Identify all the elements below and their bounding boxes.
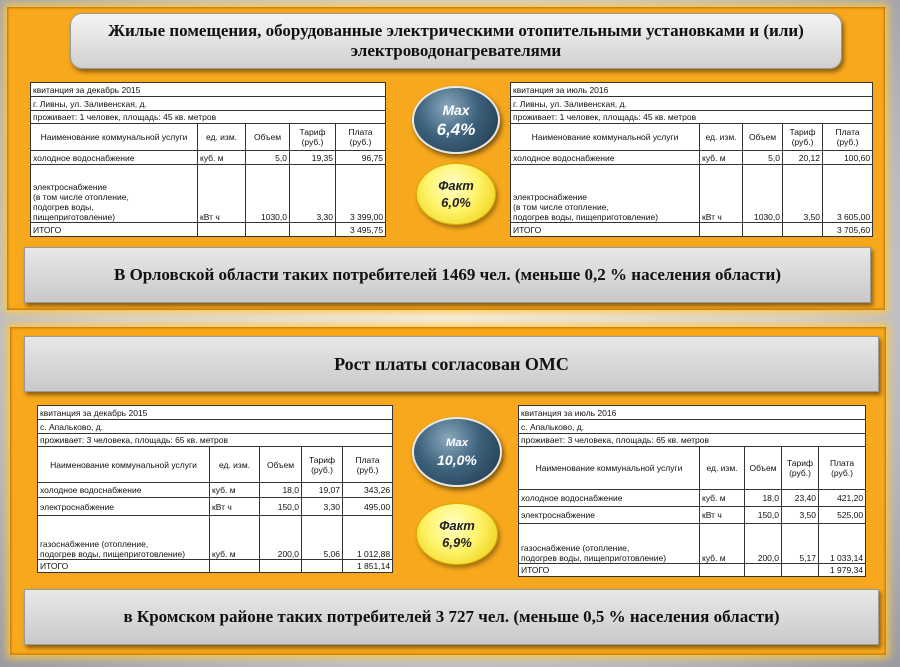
cell-tariff: 3,30 <box>290 165 336 223</box>
table-row <box>31 165 386 223</box>
cell-unit: кВт ч <box>198 165 246 223</box>
total-label: ИТОГО <box>31 223 198 237</box>
total-row <box>31 223 386 237</box>
cell-volume: 150,0 <box>260 498 302 516</box>
cell-payment: 495,00 <box>343 498 393 516</box>
receipt-address: с. Апальково, д. <box>38 420 393 434</box>
page-title: Жилые помещения, оборудованные электрическими отопительными установками и (или) электроводонагревателями <box>70 13 842 69</box>
total-value: 1 851,14 <box>343 560 393 573</box>
cell-tariff: 5,06 <box>302 516 343 560</box>
column-header-service: Наименование коммунальной услуги <box>519 447 700 490</box>
consumers-stat-kromy: в Кромском районе таких потребителей 3 727 чел. (меньше 0,5 % населения области) <box>24 589 879 645</box>
table-row <box>519 490 866 507</box>
column-header-unit: ед. изм. <box>210 447 260 483</box>
receipt-period: квитанция за июль 2016 <box>519 406 866 420</box>
max-value: 10,0% <box>437 452 477 468</box>
column-header-tariff: Тариф (руб.) <box>290 124 336 151</box>
cell-tariff: 20,12 <box>783 151 823 165</box>
total-row <box>38 560 393 573</box>
cell-payment: 343,26 <box>343 483 393 498</box>
cell-payment: 96,75 <box>336 151 386 165</box>
total-label: ИТОГО <box>519 564 700 577</box>
agreement-banner: Рост платы согласован ОМС <box>24 336 879 392</box>
total-label: ИТОГО <box>511 223 700 237</box>
cell-service: электроснабжение <box>519 507 700 524</box>
receipt-residents: проживает: 1 человек, площадь: 45 кв. метров <box>31 111 386 124</box>
cell-service: холодное водоснабжение <box>31 151 198 165</box>
receipt-period: квитанция за декабрь 2015 <box>38 406 393 420</box>
cell-tariff: 19,35 <box>290 151 336 165</box>
cell-tariff: 23,40 <box>782 490 819 507</box>
cell-service: газоснабжение (отопление, подогрев воды, пищеприготовление) <box>519 524 700 564</box>
column-header-tariff: Тариф (руб.) <box>302 447 343 483</box>
cell-payment: 3 605,00 <box>823 165 873 223</box>
max-label: Max <box>445 437 469 449</box>
cell-tariff: 3,50 <box>782 507 819 524</box>
fact-label: Факт <box>438 178 474 193</box>
max-value: 6,4% <box>436 120 476 139</box>
cell-service: холодное водоснабжение <box>519 490 700 507</box>
cell-unit: куб. м <box>210 483 260 498</box>
cell-volume: 5,0 <box>743 151 783 165</box>
consumers-stat-oryol: В Орловской области таких потребителей 1469 чел. (меньше 0,2 % населения области) <box>24 247 871 303</box>
cell-unit: кВт ч <box>700 507 745 524</box>
cell-tariff: 3,30 <box>302 498 343 516</box>
column-header-payment: Плата (руб.) <box>823 124 873 151</box>
cell-volume: 5,0 <box>246 151 290 165</box>
max-label: Max <box>442 102 470 118</box>
cell-volume: 150,0 <box>745 507 782 524</box>
fact-value: 6,0% <box>441 195 471 210</box>
receipt-residents: проживает: 3 человека, площадь: 65 кв. метров <box>38 434 393 447</box>
cell-payment: 1 012,88 <box>343 516 393 560</box>
max-increase-badge <box>412 86 500 154</box>
fact-increase-badge <box>416 163 496 225</box>
cell-volume: 1030,0 <box>246 165 290 223</box>
receipt-address: г. Ливны, ул. Заливенская, д. <box>31 97 386 111</box>
receipt-table-dec-2015-livny <box>30 82 386 237</box>
total-row <box>519 564 866 577</box>
table-row <box>31 151 386 165</box>
receipt-table-dec-2015-apalkovo <box>37 405 393 573</box>
receipt-period: квитанция за декабрь 2015 <box>31 83 386 97</box>
column-header-payment: Плата (руб.) <box>819 447 866 490</box>
max-increase-badge <box>412 417 502 487</box>
column-header-payment: Плата (руб.) <box>336 124 386 151</box>
receipt-residents: проживает: 1 человек, площадь: 45 кв. метров <box>511 111 873 124</box>
total-label: ИТОГО <box>38 560 210 573</box>
cell-payment: 525,00 <box>819 507 866 524</box>
column-header-service: Наименование коммунальной услуги <box>31 124 198 151</box>
total-value: 3 705,60 <box>823 223 873 237</box>
table-row <box>38 483 393 498</box>
cell-unit: куб. м <box>700 524 745 564</box>
cell-tariff: 5,17 <box>782 524 819 564</box>
receipt-address: с. Апальково, д. <box>519 420 866 434</box>
total-value: 1 979,34 <box>819 564 866 577</box>
cell-unit: куб. м <box>210 516 260 560</box>
receipt-period: квитанция за июль 2016 <box>511 83 873 97</box>
total-row <box>511 223 873 237</box>
cell-volume: 18,0 <box>260 483 302 498</box>
cell-payment: 100,60 <box>823 151 873 165</box>
cell-unit: куб. м <box>198 151 246 165</box>
column-header-volume: Объем <box>745 447 782 490</box>
cell-payment: 1 033,14 <box>819 524 866 564</box>
cell-service: холодное водоснабжение <box>38 483 210 498</box>
table-row <box>511 165 873 223</box>
column-header-service: Наименование коммунальной услуги <box>511 124 700 151</box>
table-row <box>519 524 866 564</box>
cell-service: электроснабжение (в том числе отопление, подогрев воды, пищеприготовление) <box>511 165 700 223</box>
cell-volume: 1030,0 <box>743 165 783 223</box>
cell-unit: куб. м <box>700 490 745 507</box>
cell-payment: 3 399,00 <box>336 165 386 223</box>
total-value: 3 495,75 <box>336 223 386 237</box>
cell-service: холодное водоснабжение <box>511 151 700 165</box>
column-header-unit: ед. изм. <box>700 447 745 490</box>
table-row <box>38 516 393 560</box>
cell-unit: кВт ч <box>210 498 260 516</box>
cell-service: электроснабжение (в том числе отопление, подогрев воды, пищеприготовление) <box>31 165 198 223</box>
column-header-payment: Плата (руб.) <box>343 447 393 483</box>
receipt-table-jul-2016-apalkovo <box>518 405 866 577</box>
fact-increase-badge <box>416 503 498 565</box>
column-header-volume: Объем <box>260 447 302 483</box>
cell-unit: кВт ч <box>700 165 743 223</box>
cell-tariff: 3,50 <box>783 165 823 223</box>
table-row <box>519 507 866 524</box>
cell-service: газоснабжение (отопление, подогрев воды, пищеприготовление) <box>38 516 210 560</box>
receipt-address: г. Ливны, ул. Заливенская, д. <box>511 97 873 111</box>
receipt-residents: проживает: 3 человека, площадь: 65 кв. метров <box>519 434 866 447</box>
receipt-table-jul-2016-livny <box>510 82 873 237</box>
fact-label: Факт <box>439 518 475 533</box>
cell-service: электроснабжение <box>38 498 210 516</box>
column-header-unit: ед. изм. <box>198 124 246 151</box>
column-header-tariff: Тариф (руб.) <box>783 124 823 151</box>
column-header-tariff: Тариф (руб.) <box>782 447 819 490</box>
cell-volume: 18,0 <box>745 490 782 507</box>
cell-unit: куб. м <box>700 151 743 165</box>
column-header-volume: Объем <box>743 124 783 151</box>
cell-tariff: 19,07 <box>302 483 343 498</box>
cell-payment: 421,20 <box>819 490 866 507</box>
table-row <box>38 498 393 516</box>
column-header-service: Наименование коммунальной услуги <box>38 447 210 483</box>
column-header-volume: Объем <box>246 124 290 151</box>
fact-value: 6,9% <box>442 535 472 550</box>
cell-volume: 200,0 <box>745 524 782 564</box>
cell-volume: 200,0 <box>260 516 302 560</box>
table-row <box>511 151 873 165</box>
column-header-unit: ед. изм. <box>700 124 743 151</box>
